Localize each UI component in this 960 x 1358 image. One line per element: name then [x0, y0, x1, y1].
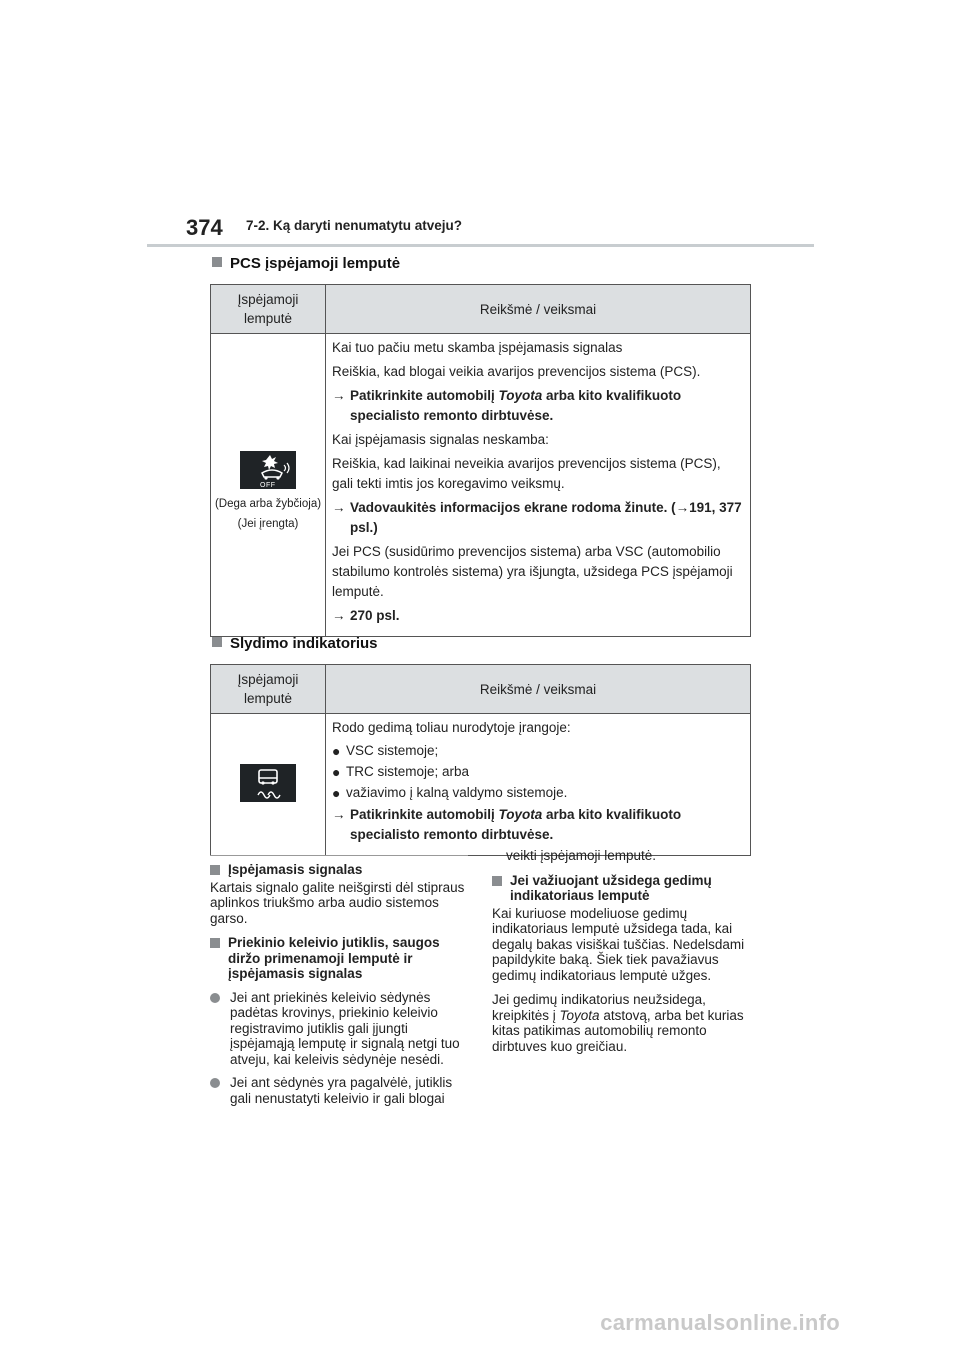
pcs-table	[210, 284, 751, 637]
arrow-icon: →	[332, 500, 346, 515]
column-divider	[210, 855, 468, 856]
pcs-line: Reiškia, kad laikinai neveikia avarijos prevencijos sistema (PCS), gali tekti imtis jos koregavimo veiksmų.	[332, 456, 721, 491]
pcs-heading: PCS įspėjamoji lemputė	[212, 255, 400, 272]
chapter-title: 7-2. Ką daryti nenumatytu atveju?	[246, 218, 463, 233]
list-item: ● TRC sistemoje; arba	[332, 764, 470, 780]
note-continuation: veikti įspėjamoji lemputė.	[506, 848, 657, 863]
pcs-action: → Vadovaukitės informacijos ekrane rodoma žinute. (→191, 377 psl.)	[332, 498, 742, 538]
slip-icon-cell	[211, 714, 326, 856]
slip-indicator-icon	[240, 764, 296, 802]
pcs-warning-icon: OFF	[240, 451, 296, 489]
arrow-icon: →	[332, 608, 346, 623]
section-marker-icon	[212, 637, 222, 647]
slip-col1-header: Įspėjamoji lemputė	[211, 665, 326, 714]
arrow-icon: →	[332, 807, 346, 822]
slip-table	[210, 664, 751, 856]
pcs-line: Jei PCS (susidūrimo prevencijos sistema) arba VSC (automobilio stabilumo kontrolės sistema) yra išjungta, užsidega PCS įspėjamoji lemputė.	[332, 544, 733, 599]
watermark: carmanualsonline.info	[600, 1310, 840, 1335]
pcs-action: → Patikrinkite automobilį Toyota arba kito kvalifikuoto specialisto remonto dirbtuvėse.	[332, 386, 742, 426]
pcs-action	[332, 606, 742, 626]
pcs-col1-header: Įspėjamoji lemputė	[211, 285, 326, 334]
page-reference[interactable]: 270 psl.	[350, 608, 400, 623]
pcs-description-cell	[326, 334, 751, 637]
pcs-icon-cell	[211, 334, 326, 637]
pcs-icon-caption: (Dega arba žybčioja)	[214, 498, 322, 510]
list-item: ● važiavimo į kalną valdymo sistemoje.	[332, 785, 568, 801]
pcs-line: Kai tuo pačiu metu skamba įspėjamasis signalas	[332, 340, 623, 355]
note-bullet: Jei ant priekinės keleivio sėdynės padėtas krovinys, priekinio keleivio registravimo jutiklis gali įjungti įspėjamąją lemputę ir signalą netgi tuo atveju, kai keleivis sėdynėje nesėdi.	[210, 990, 468, 1068]
page-number: 374	[186, 215, 223, 240]
note-heading: Priekinio keleivio jutiklis, saugos diržo primenamoji lemputė ir įspėjamasis signalas	[210, 935, 468, 982]
page-reference[interactable]: 191, 377 psl.)	[350, 500, 742, 535]
note-bullet: Jei ant sėdynės yra pagalvėlė, jutiklis gali nenustatyti keleivio ir gali blogai	[210, 1075, 468, 1106]
slip-description-cell	[326, 714, 751, 856]
left-column	[210, 862, 468, 1114]
slip-heading: Slydimo indikatorius	[212, 635, 378, 652]
list-item: ● VSC sistemoje;	[332, 743, 439, 759]
slip-action: → Patikrinkite automobilį Toyota arba kito kvalifikuoto specialisto remonto dirbtuvėse.	[332, 805, 742, 845]
header-divider	[147, 244, 814, 247]
note-heading: Jei važiuojant užsidega gedimų indikatoriaus lemputė	[492, 873, 754, 904]
slip-col2-header: Reikšmė / veiksmai	[326, 665, 751, 714]
arrow-icon: →	[332, 388, 346, 403]
pcs-icon-note: (Jei įrengta)	[237, 518, 299, 530]
pcs-line: Reiškia, kad blogai veikia avarijos prevencijos sistema (PCS).	[332, 364, 701, 379]
note-paragraph: Kartais signalo galite neišgirsti dėl stipraus aplinkos triukšmo arba audio sistemos garso.	[210, 879, 465, 926]
slip-line: Rodo gedimą toliau nurodytoje įrangoje:	[332, 720, 571, 735]
note-heading: Įspėjamasis signalas	[210, 862, 468, 878]
right-column	[492, 848, 754, 1063]
section-marker-icon	[212, 257, 222, 267]
note-paragraph: Jei gedimų indikatorius neužsidega, kreipkitės į Toyota atstovą, arba bet kurias kitas patikimas automobilių remonto dirbtuves kuo greičiau.	[492, 992, 744, 1054]
pcs-line: Kai įspėjamasis signalas neskamba:	[332, 432, 549, 447]
pcs-col2-header: Reikšmė / veiksmai	[326, 285, 751, 334]
note-paragraph: Kai kuriuose modeliuose gedimų indikatoriaus lemputė užsidega tada, kai degalų bakas visiškai tuščias. Nedelsdami papildykite baką. Šiek tiek pavažiavus gedimų indikatoriaus lemputė užges.	[492, 905, 745, 983]
